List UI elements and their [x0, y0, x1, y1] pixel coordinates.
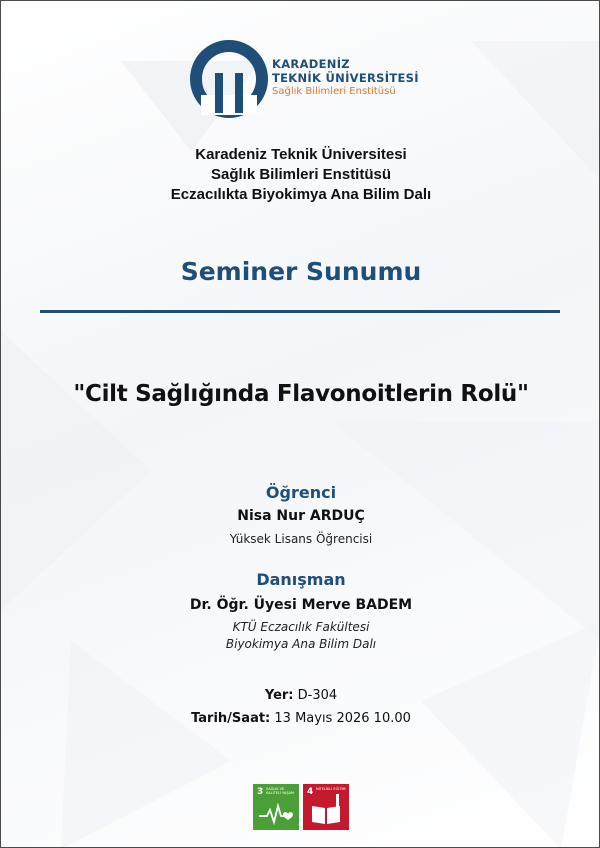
advisor-affiliation-department: Biyokimya Ana Bilim Dalı [225, 637, 377, 651]
logo-line-university: KARADENİZ [272, 57, 350, 71]
advisor-name: Dr. Öğr. Üyesi Merve BADEM [189, 597, 413, 613]
sdg-caption: SAĞLIK VE KALİTELİ YAŞAM [266, 787, 295, 795]
logo-line-technical: TEKNİK ÜNİVERSİTESİ [272, 71, 419, 85]
university-logo [189, 39, 419, 121]
sdg-badge-4 [303, 784, 349, 830]
institution-department: Eczacılıkta Biyokimya Ana Bilim Dalı [170, 186, 432, 203]
sdg-caption: NİTELİKLİ EĞİTİM [316, 787, 346, 791]
sdg-number: 3 [257, 787, 264, 797]
sdg-badge-3 [253, 784, 299, 830]
student-name: Nisa Nur ARDUÇ [237, 508, 365, 524]
title-divider [40, 310, 560, 313]
institution-university: Karadeniz Teknik Üniversitesi [195, 146, 407, 163]
advisor-label: Danışman [256, 570, 346, 589]
logo-line-institute: Sağlık Bilimleri Enstitüsü [272, 86, 396, 97]
datetime-value: 13 Mayıs 2026 10.00 [274, 711, 411, 726]
seminar-topic: "Cilt Sağlığında Flavonoitlerin Rolü" [73, 381, 529, 407]
student-role: Yüksek Lisans Öğrencisi [229, 532, 373, 546]
sdg-number: 4 [307, 787, 314, 797]
page-title: Seminer Sunumu [180, 257, 422, 286]
datetime-label: Tarih/Saat: [191, 711, 271, 726]
ktu-emblem-icon [189, 39, 269, 119]
student-label: Öğrenci [265, 483, 337, 502]
place-value: D-304 [297, 688, 338, 703]
place-label: Yer: [264, 688, 294, 703]
datetime-info [1, 711, 600, 726]
place-info [1, 688, 600, 703]
institution-institute: Sağlık Bilimleri Enstitüsü [210, 166, 392, 183]
advisor-affiliation-faculty: KTÜ Eczacılık Fakültesi [232, 620, 370, 634]
